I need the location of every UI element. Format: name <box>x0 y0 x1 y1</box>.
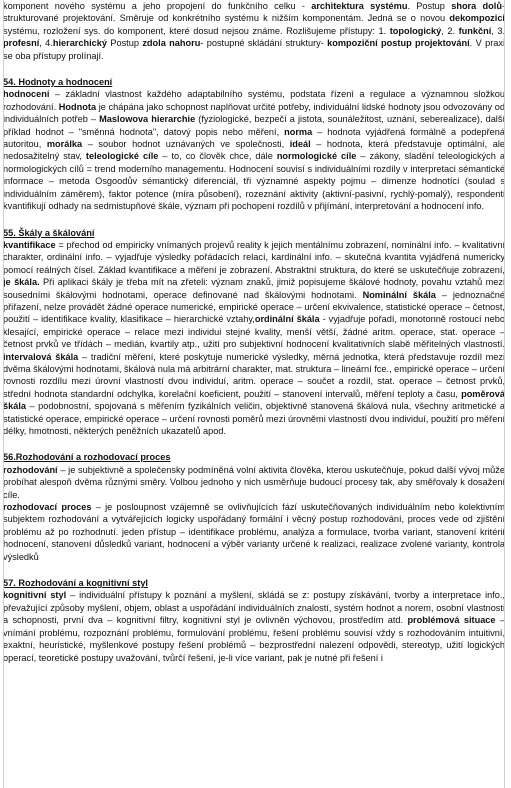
paragraph <box>3 501 505 563</box>
text-run: , 4. <box>39 38 53 49</box>
bold-term: hodnocení <box>3 89 50 100</box>
document-page <box>3 0 505 788</box>
text-run: – je posloupnost vzájemně se ovlivňujících fází uskutečňovaných individuálním nebo kolektivním subjektem rozhodování a vytvářejících logicky uspořádaný formální i věcný postup rozhodování, proces vede od zjištění problému až po rozhodnutí. jeden přístup – identifikace problému, analýza a formulace, tvorba variant, stanovení kritérií hodnocení, stanovení důsledků variant, hodnocení a výběr varianty určené k realizaci, realizace zvolené varianty, kontrola výsledků <box>3 502 505 562</box>
bold-term: Maslowova hierarchie <box>99 114 196 125</box>
text-run: je chápána jako schopnost naplňovat určité potřeby, individuální lidské hodnoty jsou odvozovány od individuálních potřeb – <box>3 101 505 125</box>
text-run: – podobnostní, spojovaná s měřením fyzikálních veličin, objektivně stanovená škálová nula, všechny aritmetické a statistické operace, empirické operace – určení rovnosti poměrů mezi úrovněmi vlastností dvou individuí, použití pro měření délky, hmotnosti, některých peněžních ukazatelů apod. <box>3 401 505 436</box>
paragraph <box>3 88 505 212</box>
bold-term: intervalová škála <box>3 351 79 362</box>
paragraph <box>3 589 505 663</box>
text-run: - postupné skládání struktury- <box>200 38 328 49</box>
text-run: – vnímání problému, rozpoznání problému, formulování problému, řešení problému souvisí vždy s rozhodováním intuitivní, exaktní, heuristické, myšlenkové postupy řešení problémů – bezprostřední nalezení odpovědi, stereotyp, užití logických operací, teoretické postupy uvažování, tvůrčí řešení, je-li více variant, pak je nutné při řešení i <box>3 615 505 663</box>
text-run: = přechod od empiricky vnímaných projevů reality k jejich mentálnímu zobrazení, nominální info. – kvalitativní charakter, ordinální info. – vyjadřuje výsledky pořádacích relací, kardinální info. – skutečná kvantita vyjádřená numericky pomocí reálných čísel. Základ kvantifikace a měření je zobrazení. Abstraktní struktura, do které se uskutečňuje zobrazení, <box>3 239 505 275</box>
text-run: – je subjektivně a společensky podmíněná volní aktivita člověka, kterou uskutečňuje, pokud další vývoj může probíhat alespoň dvěma různými směry. Volbou jednoho y nich usměrňuje budoucí procesy tak, aby směřovaly k dosažení cíle. <box>3 464 505 500</box>
text-run: – soubor hodnot uznávaných ve společnosti, <box>82 139 290 150</box>
paragraph <box>3 0 505 62</box>
bold-term: kognitivní styl <box>3 590 67 601</box>
section-heading: 57. Rozhodování a kognitivní styl <box>3 578 148 589</box>
text-run: . V praxi se oba přístupy prolínají. <box>3 38 505 61</box>
section-gap <box>3 563 505 577</box>
text-run: – to, co člověk chce, dále <box>158 151 277 162</box>
text-run: – tradiční měření, které poskytuje numerické výsledky, měrná jednotka, která představuje rozdíl mezi dvěma škálovými hodnotami, škálová nula má arbitrární charakter, mat. struktura – lineární fce., empirické operace – určení rovnosti rozdílu mezi úrovní vlastností dvou individuí, aritm. operace – součet a rozdíl, stat. operace – četnost prvků, střední hodnota standardní odchylka, korelační koeficient, použití – stanovení intervalů, měření teploty a času, <box>3 351 505 399</box>
bold-term: architektura systému <box>311 1 408 11</box>
text-run: Při aplikaci škály je třeba mít na zřeteli: význam znaků, jimiž popisujeme škálové hodnoty, povahu vztahů mezi sousedními škálovými hodnotami, operace definované nad škálovými hodnotami. <box>3 277 505 300</box>
bold-term: ordinální škála <box>254 314 320 325</box>
paragraph <box>3 239 505 438</box>
bold-term: normologické cíle <box>276 151 357 162</box>
bold-term: hierarchický <box>52 38 107 49</box>
paragraph <box>3 464 505 501</box>
bold-term: poměrová škála <box>3 388 505 412</box>
text-run: – základní vlastnost každého adaptabilního systému, podstata řízení a regulace a významnou složkou rozhodování. <box>3 89 505 112</box>
bold-term: dekompozici <box>449 13 505 24</box>
text-run: - vyjadřuje pořadí, monotonně rostoucí nebo klesající, empirické operace – relace mezi individui stejné kvality, menší větší, žádné aritm. operace, stat. operace – četnost prvků ve třídách – medián, kvartily atp., užití pro subjektivní hodnocení kvalitativních slabě měřitelných vlastností. <box>3 314 505 350</box>
text-run: systému, rozložení sys. do komponent, které dosud nejsou známe. Rozlišujeme přístupy: 1. <box>3 25 390 36</box>
bold-term: profesní <box>3 38 40 49</box>
bold-term: teleologické cíle <box>85 151 159 162</box>
text-run: – jednoznačné přiřazení, nelze provádět žádné operace numerické, empirické operace – určení ekvivalence, statistické operace – četnost, použití – identifikace kvality, klasifikace – hierarchické vztahy, <box>3 289 505 325</box>
text-run: – hodnota, která představuje optimální, ale nedosažitelný stav, <box>3 139 505 162</box>
bold-term: zdola nahoru <box>142 38 201 49</box>
bold-term: norma <box>284 126 313 137</box>
bold-term: rozhodování <box>3 464 58 475</box>
bold-term: problémová situace <box>407 615 496 626</box>
text-run: – zákony, sladění teleologických a normologických cílů = trend moderního managementu. Hodnocení souvisí s individuálními rozdíly v interpretaci sémantické informace – metoda Osgoodův sémantický diferenciál, tři významné aspekty pojmu – dimenze hodnotící (soulad s individuálním záměrem), faktor potence (míra působení), rozeznání aktivity (aktivní-pasivní, rychlý-pomalý), respondenti kvantifikují odhady na sedmistupňové škále, význam při pochopení rozdílů v přijímání, interpretování a hodnocení info. <box>3 151 505 212</box>
bold-term: topologický <box>389 25 442 36</box>
section-gap <box>3 213 505 227</box>
section-gap <box>3 437 505 451</box>
text-run: Postup <box>106 38 143 49</box>
text-run: komponent nového systému a jeho propojení do funkčního celku - <box>3 1 312 11</box>
text-run: - strukturované projektování. Směruje od konkrétního systému k nižším komponentám. Jedná se o novou <box>3 1 505 24</box>
text-run: , 2. <box>441 25 459 36</box>
text-run: – hodnota vyjádřená formálně a podepřená autoritou, <box>3 126 505 150</box>
section-heading: 56.Rozhodování a rozhodovací proces <box>3 452 171 463</box>
text-run: , 3. <box>491 25 505 36</box>
text-run: – individuální přístupy k poznání a myšlení, skládá se z: postupy získávání, tvorby a interpretace info., převažující způsoby myšlení, objem, oblast a uspořádání individuálních znalostí, systém hodnot a norem, osobní vlastnosti a schopnosti, první dva – kognitivní filtry, kognitivní styl je ovlivněn výchovou, prostředím atd. <box>3 590 505 626</box>
bold-term: Nominální škála <box>362 289 436 300</box>
bold-term: kvantifikace <box>3 239 56 250</box>
bold-term: ideál <box>289 139 311 150</box>
bold-term: rozhodovací proces <box>3 502 92 513</box>
section-heading: 55. Škály a škálování <box>3 227 95 238</box>
section-heading: 54. Hodnoty a hodnocení <box>3 77 113 88</box>
text-run: . Postup <box>407 1 452 11</box>
bold-term: je škála. <box>3 277 40 288</box>
bold-term: Hodnota <box>58 101 97 112</box>
bold-term: morálka <box>46 139 83 150</box>
bold-term: kompoziční postup projektování <box>327 38 470 49</box>
text-run: (fyziologické, bezpečí a jistota, sounáležitost, uznání, seberealizace), další příklad hodnot – "směnná hodnota", datový popis nebo měření, <box>3 114 505 137</box>
bold-term: funkční <box>458 25 492 36</box>
bold-term: shora dolů <box>451 1 502 11</box>
section-gap <box>3 62 505 76</box>
